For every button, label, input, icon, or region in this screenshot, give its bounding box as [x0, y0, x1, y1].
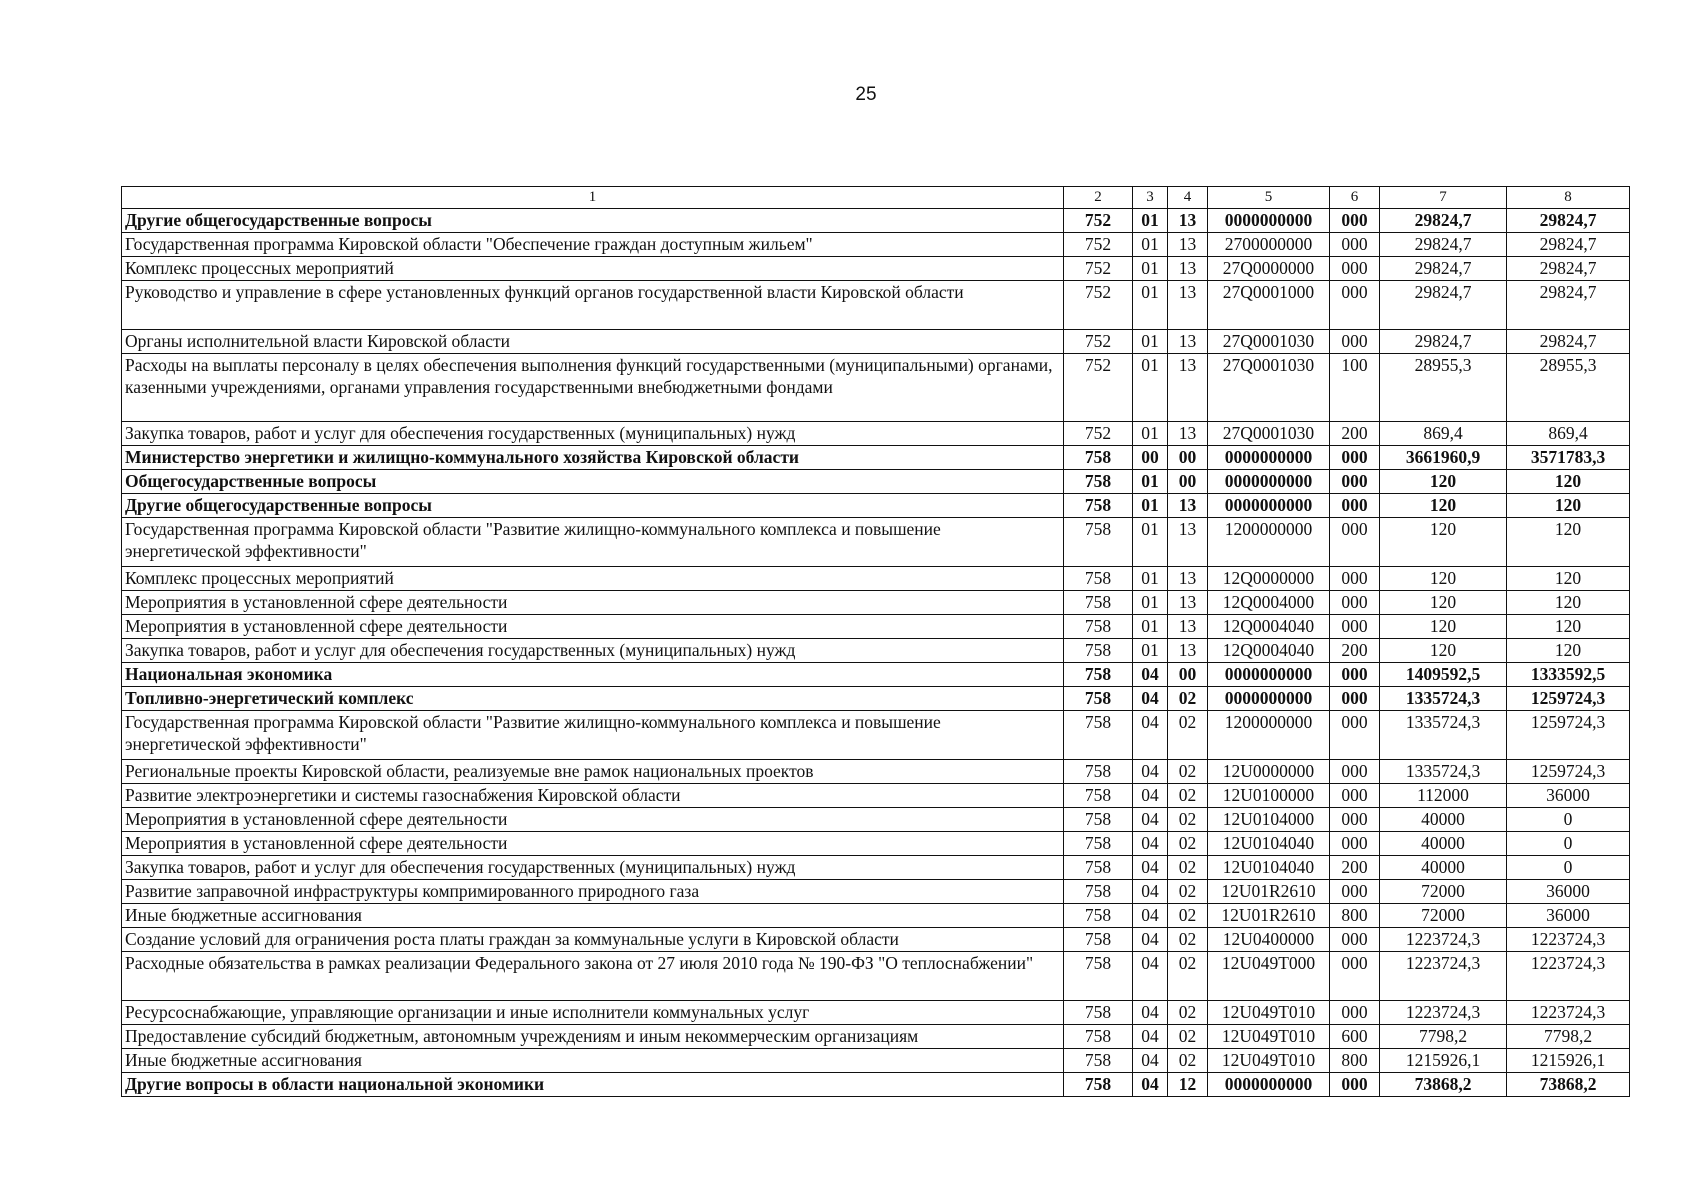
row-target-article: 12U0104040	[1208, 856, 1330, 880]
row-expense-type: 000	[1330, 784, 1380, 808]
row-ministry-code: 758	[1064, 1001, 1133, 1025]
row-ministry-code: 752	[1064, 257, 1133, 281]
row-amount-col8: 29824,7	[1507, 281, 1630, 330]
row-ministry-code: 758	[1064, 1049, 1133, 1073]
row-description: Закупка товаров, работ и услуг для обеспечения государственных (муниципальных) нужд	[122, 639, 1064, 663]
row-amount-col8: 1259724,3	[1507, 687, 1630, 711]
row-subsection-code: 02	[1168, 784, 1208, 808]
row-section-code: 01	[1133, 257, 1168, 281]
row-subsection-code: 02	[1168, 904, 1208, 928]
table-row	[122, 639, 1630, 663]
row-subsection-code: 13	[1168, 422, 1208, 446]
row-expense-type: 000	[1330, 591, 1380, 615]
row-ministry-code: 752	[1064, 233, 1133, 257]
row-target-article: 27Q0001030	[1208, 330, 1330, 354]
row-ministry-code: 758	[1064, 1025, 1133, 1049]
header-cell: 4	[1168, 187, 1208, 209]
row-target-article: 0000000000	[1208, 687, 1330, 711]
row-target-article: 1200000000	[1208, 518, 1330, 567]
table-row	[122, 663, 1630, 687]
row-ministry-code: 752	[1064, 330, 1133, 354]
row-section-code: 04	[1133, 711, 1168, 760]
row-ministry-code: 752	[1064, 209, 1133, 233]
row-section-code: 04	[1133, 760, 1168, 784]
row-description: Закупка товаров, работ и услуг для обеспечения государственных (муниципальных) нужд	[122, 422, 1064, 446]
row-target-article: 12U0104040	[1208, 832, 1330, 856]
table-row	[122, 233, 1630, 257]
row-description: Другие вопросы в области национальной экономики	[122, 1073, 1064, 1097]
row-section-code: 01	[1133, 422, 1168, 446]
row-target-article: 12U0104000	[1208, 808, 1330, 832]
row-amount-col7: 120	[1380, 567, 1507, 591]
row-section-code: 00	[1133, 446, 1168, 470]
row-subsection-code: 13	[1168, 281, 1208, 330]
row-description: Мероприятия в установленной сфере деятельности	[122, 591, 1064, 615]
row-amount-col8: 1223724,3	[1507, 952, 1630, 1001]
table-row	[122, 880, 1630, 904]
row-expense-type: 000	[1330, 711, 1380, 760]
row-expense-type: 000	[1330, 928, 1380, 952]
row-amount-col8: 0	[1507, 856, 1630, 880]
row-amount-col8: 0	[1507, 808, 1630, 832]
row-section-code: 04	[1133, 928, 1168, 952]
header-cell: 2	[1064, 187, 1133, 209]
row-description: Мероприятия в установленной сфере деятельности	[122, 615, 1064, 639]
row-ministry-code: 758	[1064, 470, 1133, 494]
row-subsection-code: 13	[1168, 354, 1208, 422]
row-expense-type: 000	[1330, 518, 1380, 567]
row-section-code: 01	[1133, 615, 1168, 639]
row-amount-col8: 3571783,3	[1507, 446, 1630, 470]
row-subsection-code: 02	[1168, 808, 1208, 832]
header-cell: 5	[1208, 187, 1330, 209]
row-description: Развитие заправочной инфраструктуры компримированного природного газа	[122, 880, 1064, 904]
table-row	[122, 1001, 1630, 1025]
row-target-article: 0000000000	[1208, 663, 1330, 687]
row-ministry-code: 758	[1064, 711, 1133, 760]
row-amount-col8: 1215926,1	[1507, 1049, 1630, 1073]
row-description: Региональные проекты Кировской области, реализуемые вне рамок национальных проектов	[122, 760, 1064, 784]
row-subsection-code: 13	[1168, 639, 1208, 663]
row-amount-col7: 1223724,3	[1380, 952, 1507, 1001]
row-amount-col8: 869,4	[1507, 422, 1630, 446]
table-row	[122, 518, 1630, 567]
row-amount-col7: 869,4	[1380, 422, 1507, 446]
table-row	[122, 904, 1630, 928]
row-ministry-code: 752	[1064, 281, 1133, 330]
row-amount-col8: 7798,2	[1507, 1025, 1630, 1049]
table-row	[122, 1073, 1630, 1097]
row-section-code: 01	[1133, 591, 1168, 615]
row-subsection-code: 02	[1168, 856, 1208, 880]
row-amount-col7: 1409592,5	[1380, 663, 1507, 687]
row-target-article: 0000000000	[1208, 1073, 1330, 1097]
row-amount-col7: 112000	[1380, 784, 1507, 808]
row-target-article: 27Q0001030	[1208, 422, 1330, 446]
table-row	[122, 1025, 1630, 1049]
row-ministry-code: 758	[1064, 494, 1133, 518]
table-row	[122, 760, 1630, 784]
row-target-article: 12U0400000	[1208, 928, 1330, 952]
table-row	[122, 257, 1630, 281]
header-cell: 7	[1380, 187, 1507, 209]
row-section-code: 01	[1133, 518, 1168, 567]
row-description: Государственная программа Кировской области "Развитие жилищно-коммунального комплекса и повышение энергетической эффективности"	[122, 711, 1064, 760]
row-amount-col8: 29824,7	[1507, 209, 1630, 233]
row-target-article: 0000000000	[1208, 494, 1330, 518]
row-amount-col7: 1335724,3	[1380, 711, 1507, 760]
table-row	[122, 281, 1630, 330]
row-amount-col8: 1259724,3	[1507, 760, 1630, 784]
table-row	[122, 354, 1630, 422]
row-section-code: 04	[1133, 1001, 1168, 1025]
row-ministry-code: 752	[1064, 422, 1133, 446]
row-target-article: 12Q0004000	[1208, 591, 1330, 615]
page-number: 25	[855, 84, 877, 105]
row-expense-type: 000	[1330, 567, 1380, 591]
row-description: Закупка товаров, работ и услуг для обеспечения государственных (муниципальных) нужд	[122, 856, 1064, 880]
table-row	[122, 422, 1630, 446]
row-amount-col8: 120	[1507, 639, 1630, 663]
row-description: Мероприятия в установленной сфере деятельности	[122, 832, 1064, 856]
row-expense-type: 000	[1330, 209, 1380, 233]
row-description: Руководство и управление в сфере установленных функций органов государственной власти Кировской области	[122, 281, 1064, 330]
table-row	[122, 494, 1630, 518]
row-subsection-code: 02	[1168, 928, 1208, 952]
row-amount-col8: 28955,3	[1507, 354, 1630, 422]
row-description: Создание условий для ограничения роста платы граждан за коммунальные услуги в Кировской области	[122, 928, 1064, 952]
row-description: Комплекс процессных мероприятий	[122, 567, 1064, 591]
row-amount-col7: 120	[1380, 494, 1507, 518]
row-section-code: 01	[1133, 639, 1168, 663]
row-target-article: 0000000000	[1208, 209, 1330, 233]
row-expense-type: 000	[1330, 880, 1380, 904]
row-amount-col7: 29824,7	[1380, 281, 1507, 330]
row-expense-type: 000	[1330, 1073, 1380, 1097]
row-section-code: 04	[1133, 687, 1168, 711]
row-subsection-code: 02	[1168, 1049, 1208, 1073]
row-expense-type: 000	[1330, 257, 1380, 281]
row-amount-col7: 72000	[1380, 880, 1507, 904]
row-description: Органы исполнительной власти Кировской области	[122, 330, 1064, 354]
row-amount-col8: 0	[1507, 832, 1630, 856]
row-amount-col8: 29824,7	[1507, 257, 1630, 281]
row-ministry-code: 758	[1064, 567, 1133, 591]
row-expense-type: 200	[1330, 639, 1380, 663]
row-section-code: 04	[1133, 856, 1168, 880]
table-row	[122, 330, 1630, 354]
row-target-article: 12U049T010	[1208, 1025, 1330, 1049]
row-expense-type: 000	[1330, 760, 1380, 784]
row-description: Министерство энергетики и жилищно-коммунального хозяйства Кировской области	[122, 446, 1064, 470]
row-amount-col8: 1223724,3	[1507, 1001, 1630, 1025]
row-description: Общегосударственные вопросы	[122, 470, 1064, 494]
row-expense-type: 000	[1330, 832, 1380, 856]
row-description: Другие общегосударственные вопросы	[122, 209, 1064, 233]
row-subsection-code: 13	[1168, 591, 1208, 615]
row-amount-col7: 7798,2	[1380, 1025, 1507, 1049]
row-amount-col7: 72000	[1380, 904, 1507, 928]
row-expense-type: 600	[1330, 1025, 1380, 1049]
table-row	[122, 209, 1630, 233]
row-target-article: 27Q0001030	[1208, 354, 1330, 422]
table-row	[122, 470, 1630, 494]
row-amount-col7: 120	[1380, 639, 1507, 663]
row-amount-col8: 1223724,3	[1507, 928, 1630, 952]
row-ministry-code: 758	[1064, 687, 1133, 711]
row-amount-col8: 36000	[1507, 904, 1630, 928]
row-amount-col7: 29824,7	[1380, 330, 1507, 354]
row-amount-col7: 120	[1380, 470, 1507, 494]
row-section-code: 01	[1133, 470, 1168, 494]
row-amount-col7: 29824,7	[1380, 209, 1507, 233]
row-subsection-code: 02	[1168, 687, 1208, 711]
row-subsection-code: 12	[1168, 1073, 1208, 1097]
row-ministry-code: 758	[1064, 446, 1133, 470]
row-amount-col7: 120	[1380, 518, 1507, 567]
row-description: Расходы на выплаты персоналу в целях обеспечения выполнения функций государственными (муниципальными) органами, казенными учреждениями, органами управления государственными внебюджетными фондами	[122, 354, 1064, 422]
row-target-article: 12U01R2610	[1208, 880, 1330, 904]
row-subsection-code: 02	[1168, 1025, 1208, 1049]
row-target-article: 12Q0000000	[1208, 567, 1330, 591]
row-description: Ресурсоснабжающие, управляющие организации и иные исполнители коммунальных услуг	[122, 1001, 1064, 1025]
table-row	[122, 784, 1630, 808]
row-amount-col8: 1259724,3	[1507, 711, 1630, 760]
row-expense-type: 000	[1330, 470, 1380, 494]
row-expense-type: 000	[1330, 494, 1380, 518]
row-expense-type: 000	[1330, 1001, 1380, 1025]
table-row	[122, 446, 1630, 470]
row-section-code: 04	[1133, 784, 1168, 808]
row-ministry-code: 758	[1064, 615, 1133, 639]
row-target-article: 12Q0004040	[1208, 639, 1330, 663]
row-ministry-code: 758	[1064, 1073, 1133, 1097]
row-amount-col7: 120	[1380, 615, 1507, 639]
row-subsection-code: 02	[1168, 760, 1208, 784]
row-description: Иные бюджетные ассигнования	[122, 904, 1064, 928]
row-ministry-code: 758	[1064, 639, 1133, 663]
row-target-article: 12U0100000	[1208, 784, 1330, 808]
row-ministry-code: 758	[1064, 808, 1133, 832]
row-amount-col8: 120	[1507, 518, 1630, 567]
table-row	[122, 808, 1630, 832]
row-target-article: 12Q0004040	[1208, 615, 1330, 639]
row-section-code: 04	[1133, 832, 1168, 856]
row-amount-col8: 29824,7	[1507, 330, 1630, 354]
row-amount-col8: 36000	[1507, 784, 1630, 808]
row-amount-col8: 120	[1507, 470, 1630, 494]
row-description: Национальная экономика	[122, 663, 1064, 687]
row-target-article: 1200000000	[1208, 711, 1330, 760]
row-section-code: 04	[1133, 904, 1168, 928]
row-section-code: 01	[1133, 209, 1168, 233]
header-cell: 3	[1133, 187, 1168, 209]
row-section-code: 04	[1133, 1049, 1168, 1073]
row-target-article: 0000000000	[1208, 446, 1330, 470]
row-subsection-code: 13	[1168, 330, 1208, 354]
row-ministry-code: 758	[1064, 760, 1133, 784]
row-section-code: 01	[1133, 330, 1168, 354]
table-row	[122, 687, 1630, 711]
row-amount-col7: 3661960,9	[1380, 446, 1507, 470]
row-amount-col7: 1335724,3	[1380, 760, 1507, 784]
row-description: Развитие электроэнергетики и системы газоснабжения Кировской области	[122, 784, 1064, 808]
row-ministry-code: 758	[1064, 591, 1133, 615]
row-subsection-code: 02	[1168, 711, 1208, 760]
row-amount-col7: 29824,7	[1380, 257, 1507, 281]
row-ministry-code: 758	[1064, 784, 1133, 808]
row-expense-type: 000	[1330, 808, 1380, 832]
row-amount-col7: 73868,2	[1380, 1073, 1507, 1097]
row-description: Топливно-энергетический комплекс	[122, 687, 1064, 711]
row-subsection-code: 00	[1168, 470, 1208, 494]
row-amount-col7: 120	[1380, 591, 1507, 615]
row-amount-col7: 29824,7	[1380, 233, 1507, 257]
row-amount-col7: 1215926,1	[1380, 1049, 1507, 1073]
row-amount-col8: 36000	[1507, 880, 1630, 904]
row-section-code: 04	[1133, 880, 1168, 904]
row-ministry-code: 758	[1064, 952, 1133, 1001]
row-section-code: 04	[1133, 808, 1168, 832]
row-expense-type: 000	[1330, 233, 1380, 257]
row-description: Иные бюджетные ассигнования	[122, 1049, 1064, 1073]
row-subsection-code: 13	[1168, 615, 1208, 639]
row-description: Государственная программа Кировской области "Развитие жилищно-коммунального комплекса и повышение энергетической эффективности"	[122, 518, 1064, 567]
table-row	[122, 832, 1630, 856]
row-amount-col8: 1333592,5	[1507, 663, 1630, 687]
row-expense-type: 000	[1330, 446, 1380, 470]
row-section-code: 01	[1133, 233, 1168, 257]
row-amount-col7: 28955,3	[1380, 354, 1507, 422]
row-expense-type: 000	[1330, 952, 1380, 1001]
row-amount-col7: 40000	[1380, 856, 1507, 880]
table-row	[122, 615, 1630, 639]
row-expense-type: 000	[1330, 330, 1380, 354]
row-subsection-code: 13	[1168, 567, 1208, 591]
row-description: Государственная программа Кировской области "Обеспечение граждан доступным жильем"	[122, 233, 1064, 257]
table-row	[122, 928, 1630, 952]
table-row	[122, 591, 1630, 615]
table-body	[122, 187, 1630, 1097]
row-expense-type: 800	[1330, 1049, 1380, 1073]
row-subsection-code: 00	[1168, 663, 1208, 687]
row-subsection-code: 02	[1168, 1001, 1208, 1025]
row-expense-type: 800	[1330, 904, 1380, 928]
budget-table	[121, 186, 1630, 1097]
row-ministry-code: 758	[1064, 856, 1133, 880]
row-target-article: 27Q0001000	[1208, 281, 1330, 330]
header-cell: 6	[1330, 187, 1380, 209]
row-target-article: 12U049T010	[1208, 1001, 1330, 1025]
row-ministry-code: 758	[1064, 928, 1133, 952]
table-row	[122, 711, 1630, 760]
row-section-code: 04	[1133, 663, 1168, 687]
row-target-article: 12U049T010	[1208, 1049, 1330, 1073]
row-expense-type: 000	[1330, 687, 1380, 711]
row-target-article: 12U01R2610	[1208, 904, 1330, 928]
row-target-article: 12U0000000	[1208, 760, 1330, 784]
row-ministry-code: 758	[1064, 518, 1133, 567]
row-subsection-code: 13	[1168, 518, 1208, 567]
row-expense-type: 000	[1330, 281, 1380, 330]
row-expense-type: 000	[1330, 663, 1380, 687]
row-section-code: 01	[1133, 567, 1168, 591]
row-subsection-code: 02	[1168, 832, 1208, 856]
row-section-code: 01	[1133, 494, 1168, 518]
row-description: Другие общегосударственные вопросы	[122, 494, 1064, 518]
row-description: Комплекс процессных мероприятий	[122, 257, 1064, 281]
row-target-article: 0000000000	[1208, 470, 1330, 494]
row-section-code: 04	[1133, 952, 1168, 1001]
row-amount-col8: 120	[1507, 494, 1630, 518]
row-ministry-code: 758	[1064, 663, 1133, 687]
row-amount-col8: 120	[1507, 615, 1630, 639]
row-subsection-code: 02	[1168, 952, 1208, 1001]
row-section-code: 04	[1133, 1073, 1168, 1097]
table-row	[122, 856, 1630, 880]
row-subsection-code: 13	[1168, 233, 1208, 257]
row-section-code: 01	[1133, 281, 1168, 330]
row-subsection-code: 02	[1168, 880, 1208, 904]
row-subsection-code: 13	[1168, 209, 1208, 233]
row-target-article: 2700000000	[1208, 233, 1330, 257]
table-row	[122, 567, 1630, 591]
table-row	[122, 952, 1630, 1001]
row-section-code: 04	[1133, 1025, 1168, 1049]
row-amount-col8: 120	[1507, 567, 1630, 591]
row-amount-col7: 40000	[1380, 808, 1507, 832]
row-ministry-code: 758	[1064, 904, 1133, 928]
row-expense-type: 200	[1330, 422, 1380, 446]
table-row	[122, 1049, 1630, 1073]
row-amount-col7: 40000	[1380, 832, 1507, 856]
row-amount-col7: 1223724,3	[1380, 928, 1507, 952]
row-amount-col8: 29824,7	[1507, 233, 1630, 257]
header-cell: 1	[122, 187, 1064, 209]
row-description: Предоставление субсидий бюджетным, автономным учреждениям и иным некоммерческим организациям	[122, 1025, 1064, 1049]
row-section-code: 01	[1133, 354, 1168, 422]
row-subsection-code: 13	[1168, 257, 1208, 281]
row-subsection-code: 13	[1168, 494, 1208, 518]
row-amount-col8: 120	[1507, 591, 1630, 615]
row-description: Мероприятия в установленной сфере деятельности	[122, 808, 1064, 832]
row-expense-type: 100	[1330, 354, 1380, 422]
row-amount-col7: 1223724,3	[1380, 1001, 1507, 1025]
row-ministry-code: 758	[1064, 832, 1133, 856]
row-target-article: 27Q0000000	[1208, 257, 1330, 281]
row-expense-type: 200	[1330, 856, 1380, 880]
row-description: Расходные обязательства в рамках реализации Федерального закона от 27 июля 2010 года № 190-ФЗ "О теплоснабжении"	[122, 952, 1064, 1001]
row-subsection-code: 00	[1168, 446, 1208, 470]
row-expense-type: 000	[1330, 615, 1380, 639]
table-header-row	[122, 187, 1630, 209]
row-amount-col8: 73868,2	[1507, 1073, 1630, 1097]
row-ministry-code: 758	[1064, 880, 1133, 904]
row-amount-col7: 1335724,3	[1380, 687, 1507, 711]
header-cell: 8	[1507, 187, 1630, 209]
row-target-article: 12U049T000	[1208, 952, 1330, 1001]
row-ministry-code: 752	[1064, 354, 1133, 422]
